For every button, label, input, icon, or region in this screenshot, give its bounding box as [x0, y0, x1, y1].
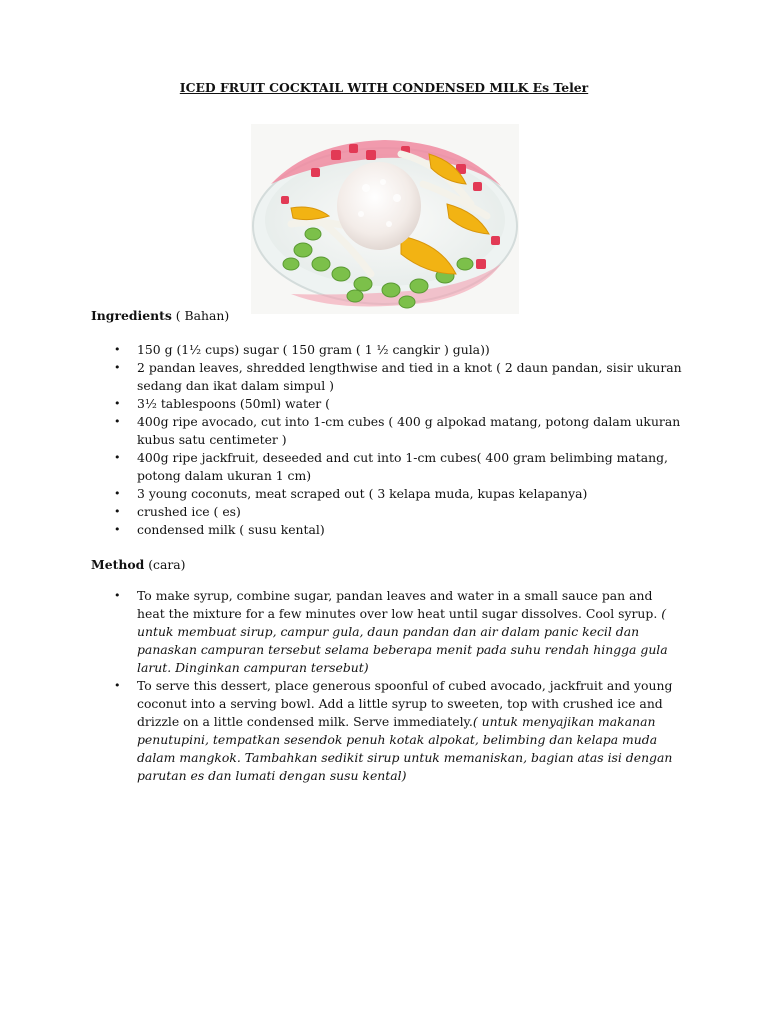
es-teler-illustration — [251, 124, 519, 314]
ingredients-list — [0, 341, 683, 539]
list-item: • 150 g (1½ cups) sugar ( 150 gram ( 1 ½ cangkir ) gula)) — [0, 341, 683, 359]
list-item: • 2 pandan leaves, shredded lengthwise and tied in a knot ( 2 daun pandan, sisir ukuran sedang dan ikat dalam simpul ) — [0, 359, 683, 395]
recipe-title: ICED FRUIT COCKTAIL WITH CONDENSED MILK Es Teler — [179, 80, 589, 95]
method-step-english: To make syrup, combine sugar, pandan leaves and water in a small sauce pan and heat the mixture for a few minutes over low heat until sugar dissolves. Cool syrup. — [137, 588, 658, 621]
list-item: • 3½ tablespoons (50ml) water ( — [0, 395, 683, 413]
method-step-indonesian: ( untuk menyajikan makanan penutupini, tempatkan sesendok penuh kotak alpokat, belimbing dan kelapa muda dalam mangkok. Tambahkan sedikit sirup untuk memaniskan, bagian atas isi dengan parutan es dan lumati dengan susu kental) — [137, 714, 673, 783]
list-item — [0, 677, 683, 785]
dessert-photo — [251, 124, 519, 314]
list-item: • condensed milk ( susu kental) — [0, 521, 683, 539]
ingredients-heading-rest: ( Bahan) — [171, 308, 230, 323]
list-item — [0, 587, 683, 677]
method-heading — [91, 556, 186, 574]
method-heading-bold: Method — [91, 557, 145, 572]
list-item: • 400g ripe jackfruit, deseeded and cut into 1-cm cubes( 400 gram belimbing matang, potong dalam ukuran 1 cm) — [0, 449, 683, 485]
list-item: • 3 young coconuts, meat scraped out ( 3 kelapa muda, kupas kelapanya) — [0, 485, 683, 503]
list-item: • 400g ripe avocado, cut into 1-cm cubes ( 400 g alpokad matang, potong dalam ukuran kubus satu centimeter ) — [0, 413, 683, 449]
method-step-indonesian: ( untuk membuat sirup, campur gula, daun pandan dan air dalam panic kecil dan panaskan campuran tersebut selama beberapa menit pada suhu rendah hingga gula larut. Dinginkan campuran tersebut) — [137, 606, 668, 675]
ingredients-heading-bold: Ingredients — [91, 308, 172, 323]
list-item: • crushed ice ( es) — [0, 503, 683, 521]
method-step-english: To serve this dessert, place generous spoonful of cubed avocado, jackfruit and young coconut into a serving bowl. Add a little syrup to sweeten, top with crushed ice and drizzle on a little condensed milk. Serve immediately. — [137, 678, 673, 729]
method-list — [0, 587, 683, 785]
ingredients-heading — [91, 307, 229, 325]
method-heading-rest: (cara) — [144, 557, 186, 572]
